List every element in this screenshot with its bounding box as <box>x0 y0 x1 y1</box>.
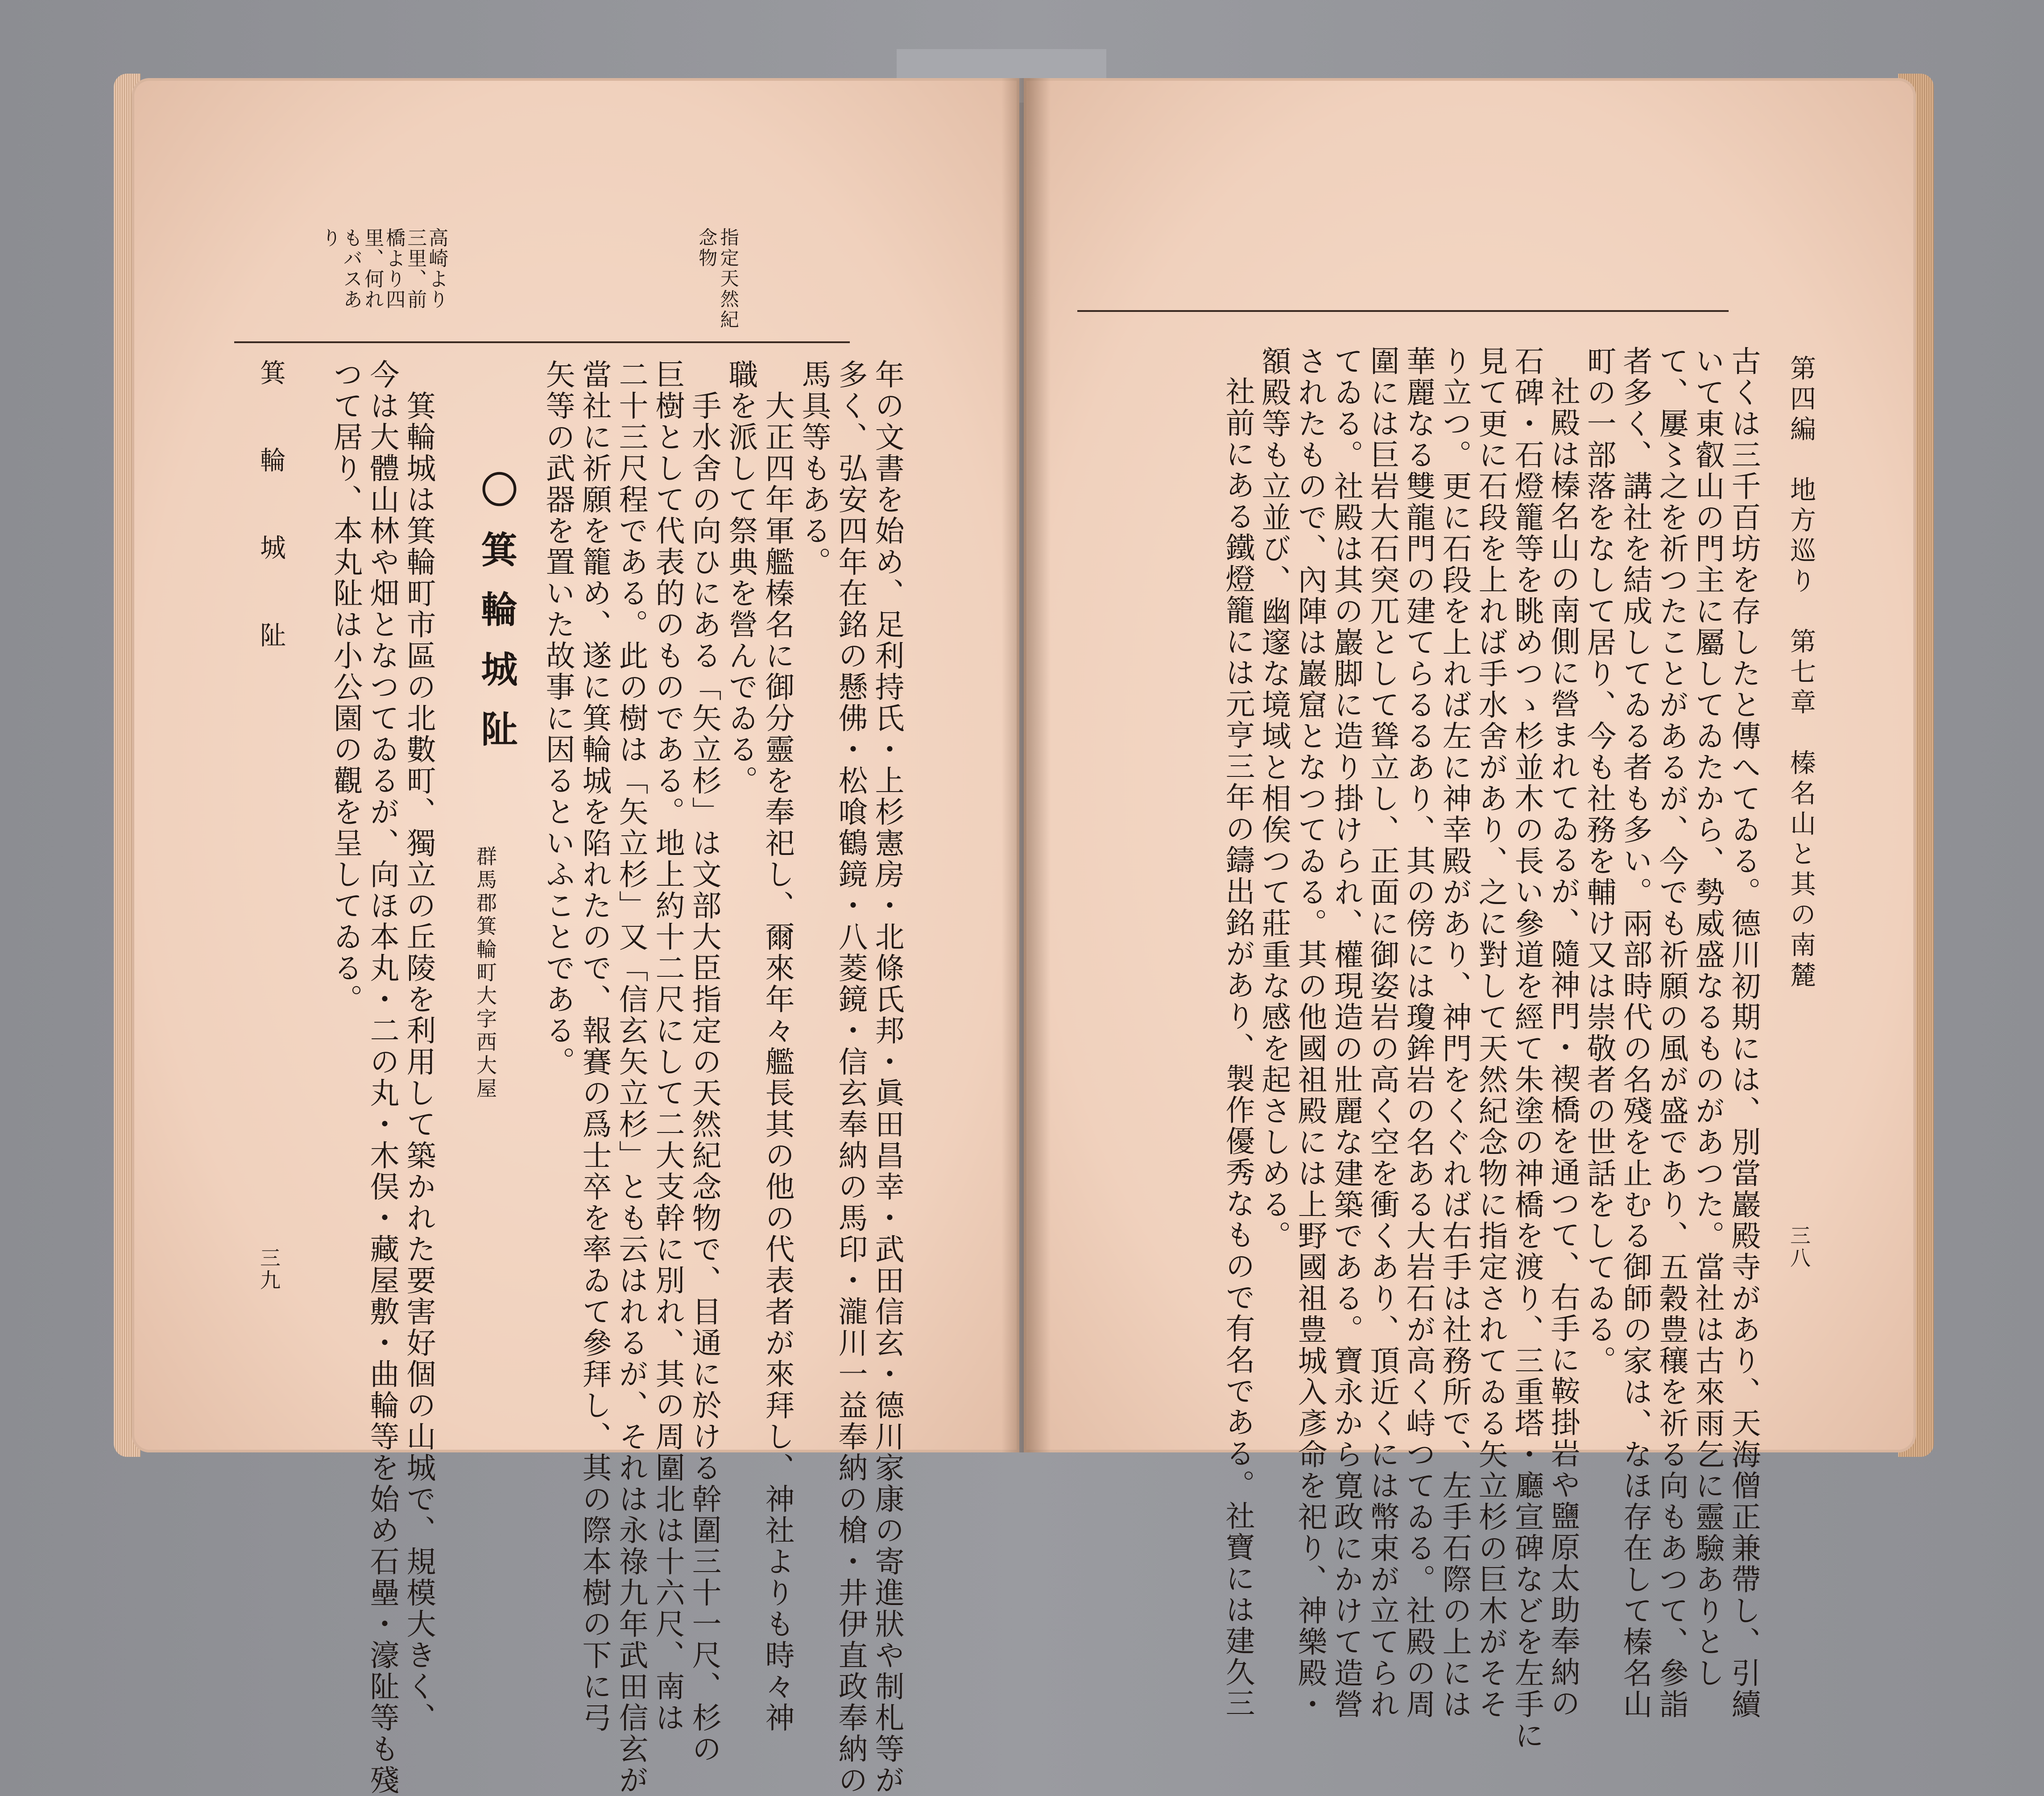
access-note-6: り <box>318 228 341 248</box>
section-title: 〇箕輪城阯 <box>475 471 518 770</box>
left-line-1: 年の文書を始め、足利持氏・上杉憲房・北條氏邦・眞田昌幸・武田信玄・德川家康の寄進狀や制札等が <box>870 359 904 1796</box>
right-line-14: 額殿等も立並び、幽邃な境域と相俟つて莊重な感を起さしめる。 <box>1257 346 1291 1252</box>
section-location: 群馬郡箕輪町大字西大屋 <box>473 846 497 1101</box>
left-page <box>132 78 1019 1796</box>
right-page <box>1024 78 1916 1751</box>
right-line-3: て、屢〻之を祈つたことがあるが、今でも祈願の風が盛であり、五穀豊穰を祈る向もあつて、參詣 <box>1654 346 1688 1720</box>
right-line-12: てゐる。社殿は其の巖脚に造り掛けられ、權現造の壯麗な建築である。寶永から寛政にかけて造營 <box>1329 346 1363 1720</box>
access-note-1: 高崎より <box>425 228 448 310</box>
access-note-5: もバスあ <box>339 228 363 310</box>
access-note-3: 橋より四 <box>382 228 405 310</box>
right-line-11: 圍には巨岩大石突兀として聳立し、正面に御姿岩の高く空を衝くあり、頂近くには幣束が立てられ <box>1365 346 1399 1720</box>
left-page-number: 三九 <box>257 1247 281 1292</box>
left-line-5: 職を派して祭典を營んでゐる。 <box>724 359 758 796</box>
left-line-13: つて居り、本丸阯は小公園の觀を呈してゐる。 <box>328 359 363 1015</box>
right-header-rule <box>1077 310 1729 312</box>
right-line-13: されたもので、內陣は巖窟となつてゐる。其の他國祖殿には上野國祖豊城入彥命を祀り、神樂殿・ <box>1293 346 1327 1720</box>
left-running-header: 箕 輪 城 阯 <box>256 359 286 665</box>
left-line-11: 箕輪城は箕輪町市區の北數町、獨立の丘陵を利用して築かれた要害好個の山城で、規模大きく、 <box>401 390 436 1734</box>
left-line-3: 馬具等もある。 <box>797 359 831 578</box>
left-line-9: 當社に祈願を籠め、遂に箕輪城を陷れたので、報賽の爲士卒を率ゐて參拜し、其の際本樹の下に弓 <box>577 359 612 1734</box>
right-line-9: り立つ。更に石段を上れば左に神幸殿があり、神門をくぐれば右手は社務所で、左手石際の上には <box>1437 346 1472 1720</box>
access-note-4: 里、何れ <box>361 228 384 310</box>
right-line-1: 古くは三千百坊を存したと傳へてゐる。德川初期には、別當巖殿寺があり、天海僧正兼帶し、引續 <box>1726 346 1761 1720</box>
designation-note: 指定天然紀念物 <box>696 228 740 330</box>
right-line-2: いて東叡山の門主に屬してゐたから、勢威盛なるものがあつた。當社は古來雨乞に靈驗ありとし <box>1690 346 1725 1689</box>
left-line-10: 矢等の武器を置いた故事に因るといふことである。 <box>541 359 575 1078</box>
access-note-2: 三里、前 <box>404 228 427 310</box>
left-line-12: 今は大體山林や畑となつてゐるが、向ほ本丸・二の丸・木俣・藏屋敷・曲輪等を始め石壘・濠阯等も殘 <box>365 359 399 1796</box>
right-page-number: 三八 <box>1787 1225 1811 1269</box>
right-line-8: 見て更に石段を上れば手水舍があり、之に對して天然紀念物に指定されてゐる矢立杉の巨木がそそ <box>1473 346 1508 1720</box>
right-line-6: 社殿は榛名山の南側に營まれてゐるが、隨神門・禊橋を通つて、右手に鞍掛岩や鹽原太助奉納の <box>1546 376 1580 1719</box>
left-header-rule <box>234 341 850 343</box>
right-line-5: 町の一部落をなして居り、今も社務を輔け又は崇敬者の世話をしてゐる。 <box>1582 346 1616 1377</box>
right-line-4: 者多く、講社を結成してゐる者も多い。兩部時代の名殘を止むる御師の家は、なほ存在して榛名山 <box>1618 346 1652 1720</box>
left-line-4: 大正四年軍艦榛名に御分靈を奉祀し、爾來年々艦長其の他の代表者が來拜し、神社よりも時々神 <box>760 390 794 1734</box>
open-book <box>114 60 1934 1796</box>
left-line-7: 巨樹として代表的のものである。地上約十二尺にして二大支幹に別れ、其の周圍北は十六尺、南は <box>650 359 685 1734</box>
right-line-7: 石碑・石燈籠等を眺めつゝ杉並木の長い參道を經て朱塗の神橋を渡り、三重塔・廳宣碑などを左手に <box>1510 346 1544 1751</box>
left-line-6: 手水舍の向ひにある「矢立杉」は文部大臣指定の天然紀念物で、目通に於ける幹圍三十一尺、杉の <box>687 390 721 1765</box>
left-line-8: 二十三尺程である。此の樹は「矢立杉」又「信玄矢立杉」とも云はれるが、それは永祿九年武田信玄が <box>614 359 648 1796</box>
left-line-2: 多く、弘安四年在銘の懸佛・松喰鶴鏡・八菱鏡・信玄奉納の馬印・瀧川一益奉納の槍・井伊直政奉納の <box>833 359 868 1796</box>
book-gutter <box>1001 78 1051 1452</box>
right-line-10: 華麗なる雙龍門の建てらるるあり、其の傍には瓊鉾岩の名ある大岩石が高く峙つてゐる。社殿の周 <box>1401 346 1436 1720</box>
right-line-15: 社前にある鐵燈籠には元亨三年の鑄出銘があり、製作優秀なもので有名である。社寶には建久三 <box>1221 376 1255 1719</box>
right-running-header: 第四編 地方巡り 第七章 榛名山と其の南麓 <box>1786 355 1816 992</box>
